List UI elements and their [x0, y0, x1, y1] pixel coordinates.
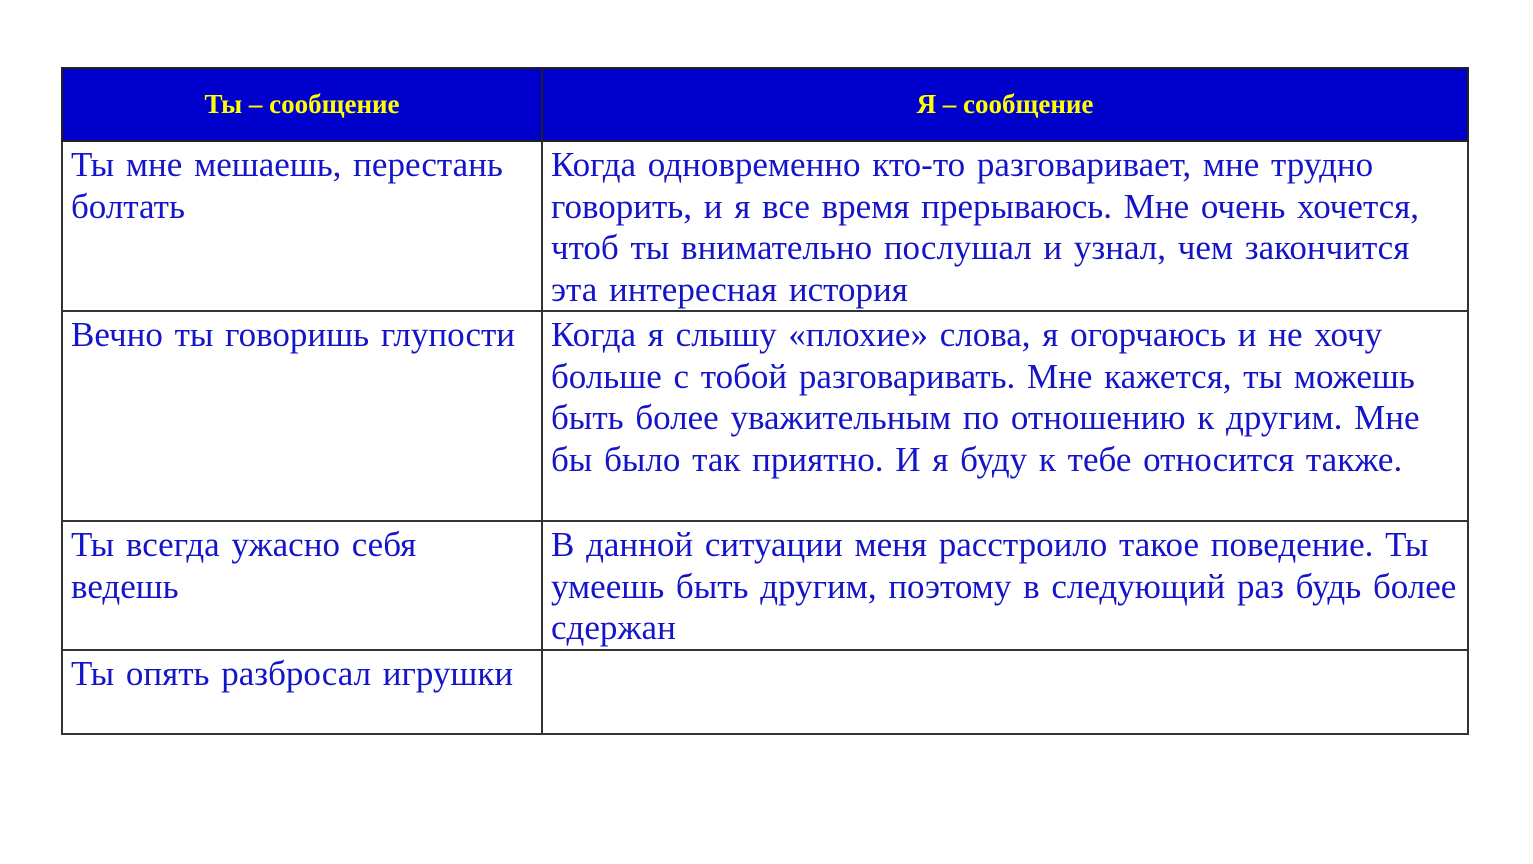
messages-table: [61, 67, 1469, 735]
i-message-cell: [542, 650, 1468, 734]
header-you-message: Ты – сообщение: [62, 68, 542, 141]
table-row: [62, 521, 1468, 650]
you-message-cell: Вечно ты говоришь глупости: [62, 311, 542, 521]
i-message-cell: В данной ситуации меня расстроило такое поведение. Ты умеешь быть другим, поэтому в следующий раз будь более сдержан: [542, 521, 1468, 650]
table-row: [62, 650, 1468, 734]
table-header-row: [62, 68, 1468, 141]
i-message-cell: Когда я слышу «плохие» слова, я огорчаюсь и не хочу больше с тобой разговаривать. Мне кажется, ты можешь быть более уважительным по отношению к другим. Мне бы было так приятно. И я буду к тебе относится также.: [542, 311, 1468, 521]
table-row: [62, 311, 1468, 521]
header-i-message: Я – сообщение: [542, 68, 1468, 141]
i-message-cell: Когда одновременно кто-то разговаривает, мне трудно говорить, и я все время прерываюсь. Мне очень хочется, чтоб ты внимательно послушал и узнал, чем закончится эта интересная история: [542, 141, 1468, 311]
you-message-cell: Ты всегда ужасно себя ведешь: [62, 521, 542, 650]
you-message-cell: Ты опять разбросал игрушки: [62, 650, 542, 734]
you-message-cell: Ты мне мешаешь, перестань болтать: [62, 141, 542, 311]
table-row: [62, 141, 1468, 311]
